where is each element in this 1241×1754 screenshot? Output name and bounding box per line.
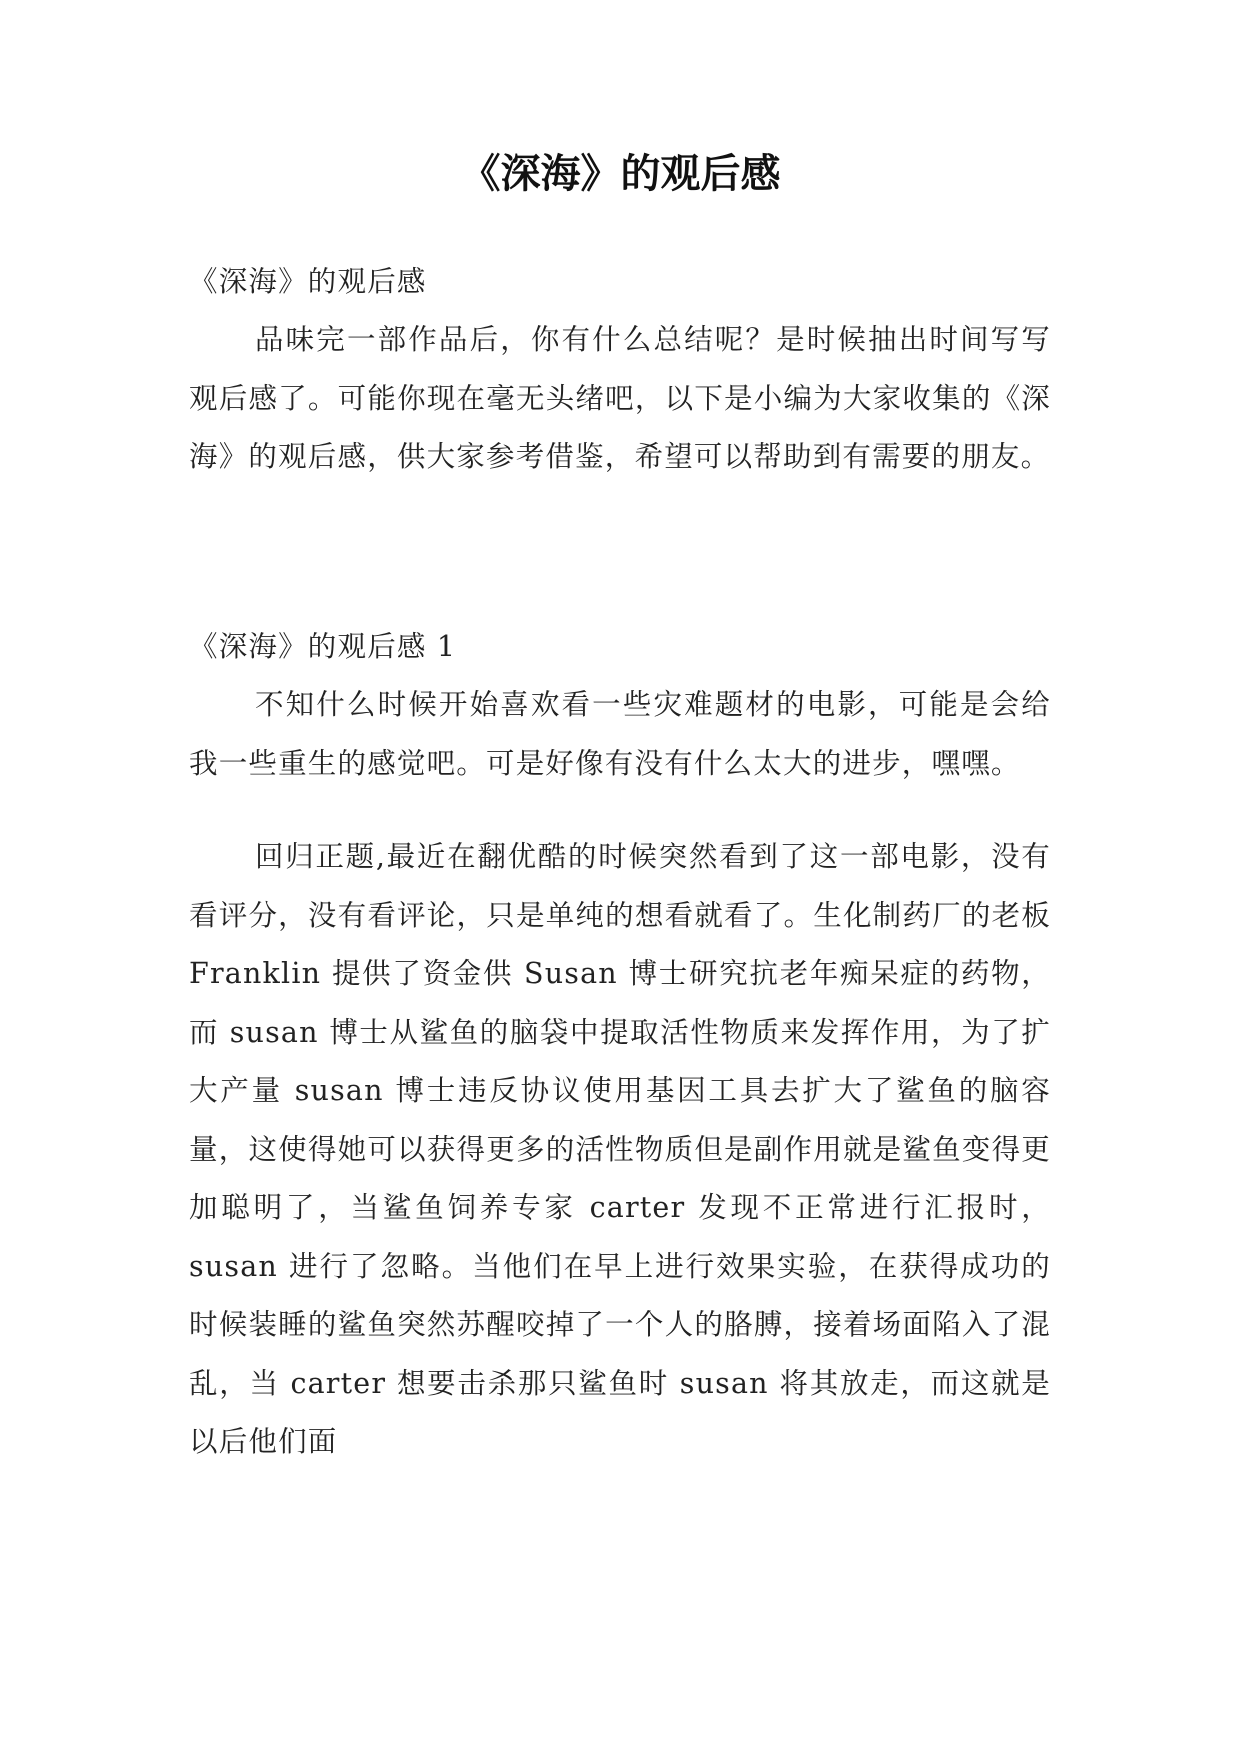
section-1-paragraph-1: 不知什么时候开始喜欢看一些灾难题材的电影，可能是会给我一些重生的感觉吧。可是好像有没有什么太大的进步，嘿嘿。 [189, 688, 1051, 780]
intro-heading: 《深海》的观后感 [189, 265, 427, 298]
document-title: 《深海》的观后感 [460, 151, 781, 197]
section-1-heading: 《深海》的观后感 1 [189, 630, 457, 663]
section-1-paragraph-2: 回归正题,最近在翻优酷的时候突然看到了这一部电影，没有看评分，没有看评论，只是单纯的想看就看了。生化制药厂的老板 Franklin 提供了资金供 Susan 博士研究抗老年痴呆症的药物，而 susan 博士从鲨鱼的脑袋中提取活性物质来发挥作用，为了扩大产量 susan 博士违反协议使用基因工具去扩大了鲨鱼的脑容量，这使得她可以获得更多的活性物质但是副作用就是鲨鱼变得更加聪明了，当鲨鱼饲养专家 carter 发现不正常进行汇报时，susan 进行了忽略。当他们在早上进行效果实验，在获得成功的时候装睡的鲨鱼突然苏醒咬掉了一个人的胳膊，接着场面陷入了混乱，当 carter 想要击杀那只鲨鱼时 susan 将其放走，而这就是以后他们面 [189, 840, 1051, 1458]
intro-paragraph: 品味完一部作品后，你有什么总结呢？是时候抽出时间写写观后感了。可能你现在毫无头绪吧，以下是小编为大家收集的《深海》的观后感，供大家参考借鉴，希望可以帮助到有需要的朋友。 [189, 323, 1051, 473]
